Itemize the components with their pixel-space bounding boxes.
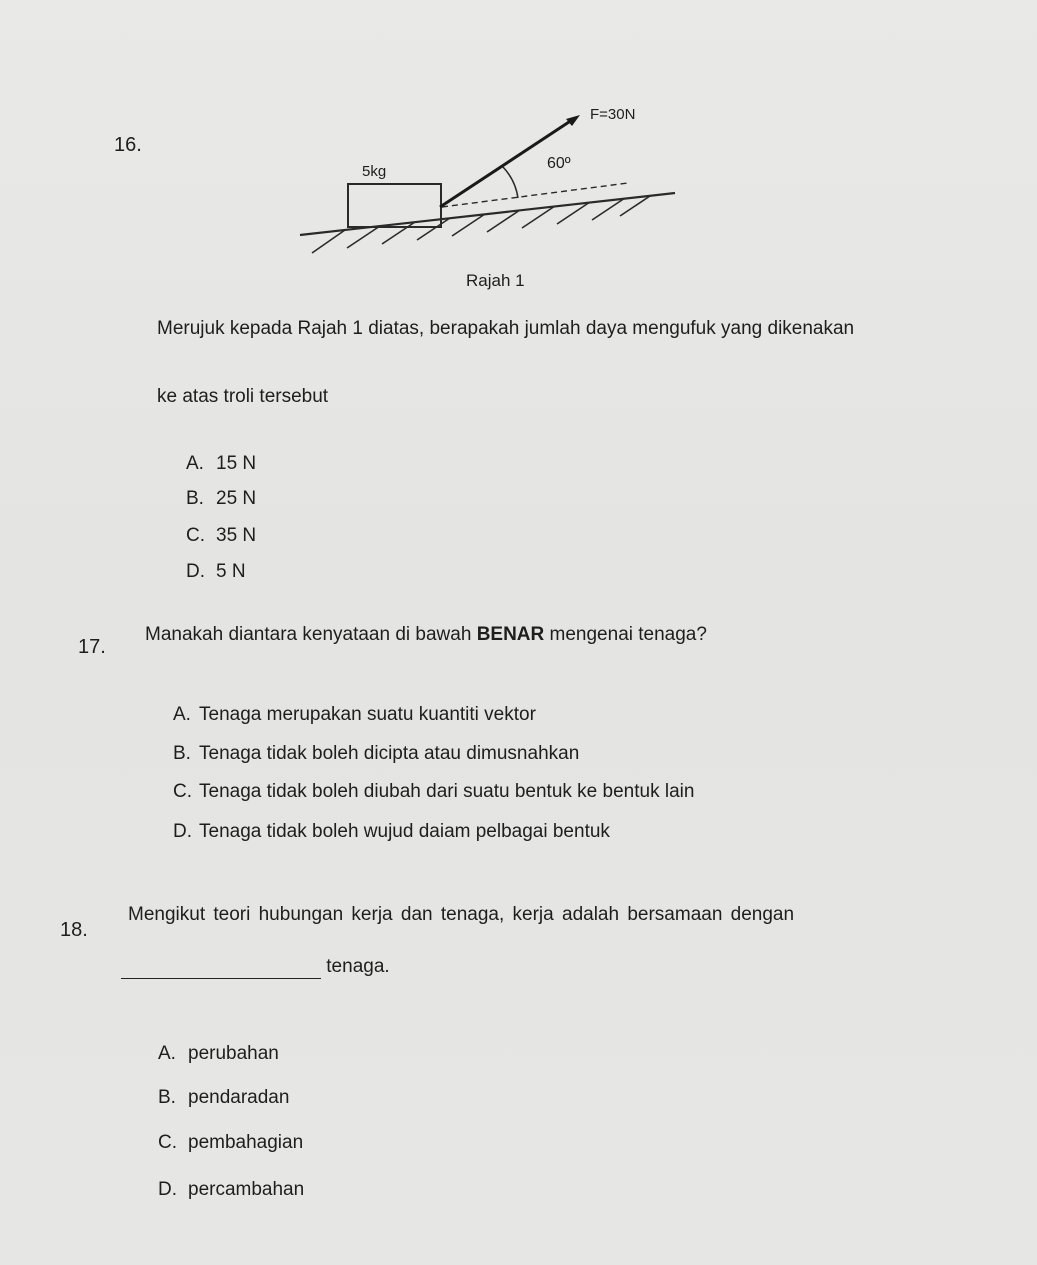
- question-17-text: Manakah diantara kenyataan di bawah BENAR mengenai tenaga?: [145, 624, 707, 645]
- question-16-number: 16.: [114, 134, 142, 156]
- ground-line: [300, 193, 675, 235]
- q18-option-b[interactable]: B. pendaradan: [158, 1087, 290, 1108]
- question-17-number: 17.: [78, 636, 106, 658]
- q18-option-c[interactable]: C. pembahagian: [158, 1132, 304, 1153]
- ground-hatching: [312, 196, 650, 253]
- angle-label: 60º: [547, 155, 571, 172]
- q17-option-c[interactable]: C. Tenaga tidak boleh diubah dari suatu bentuk ke bentuk lain: [173, 781, 695, 802]
- question-18-text-line1: Mengikut teori hubungan kerja dan tenaga, kerja adalah bersamaan dengan: [128, 904, 795, 925]
- q18-option-a[interactable]: A. perubahan: [158, 1043, 279, 1064]
- q16-option-a[interactable]: A. 15 N: [186, 453, 257, 474]
- question-18-text-line2: tenaga.: [121, 956, 390, 979]
- angle-arc: [503, 167, 518, 198]
- mass-label: 5kg: [362, 163, 387, 180]
- q16-option-b[interactable]: B. 25 N: [186, 488, 257, 509]
- emphasis-benar: BENAR: [476, 624, 545, 645]
- q17-option-a[interactable]: A. Tenaga merupakan suatu kuantiti vektor: [173, 704, 536, 725]
- question-18-number: 18.: [60, 919, 88, 941]
- q16-option-c[interactable]: C. 35 N: [186, 525, 257, 546]
- q17-option-b[interactable]: B. Tenaga tidak boleh dicipta atau dimusnahkan: [173, 743, 580, 764]
- answer-blank: [121, 960, 321, 979]
- figure-caption: Rajah 1: [466, 271, 525, 290]
- question-16-text-line2: ke atas troli tersebut: [157, 386, 329, 407]
- q16-option-d[interactable]: D. 5 N: [186, 561, 246, 582]
- q17-option-d[interactable]: D. Tenaga tidak boleh wujud daiam pelbagai bentuk: [173, 821, 610, 842]
- figure-rajah-1: [290, 95, 690, 260]
- q18-option-d[interactable]: D. percambahan: [158, 1179, 305, 1200]
- question-16-text-line1: Merujuk kepada Rajah 1 diatas, berapakah jumlah daya mengufuk yang dikenakan: [157, 318, 855, 339]
- force-label: F=30N: [590, 106, 636, 123]
